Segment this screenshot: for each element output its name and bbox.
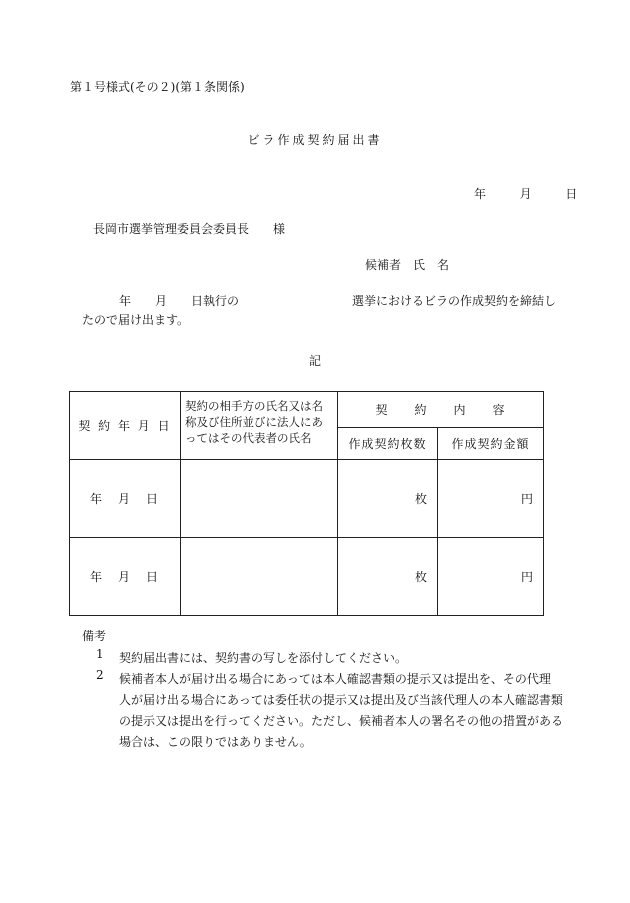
row-party <box>181 460 338 538</box>
row-date: 年 月 日 <box>70 538 181 616</box>
date-year-label: 年 <box>474 187 487 201</box>
row-amount-unit: 円 <box>438 460 544 538</box>
contract-table <box>69 391 544 616</box>
header-contract-party: 契約の相手方の氏名又は名称及び住所並びに法人にあってはその代表者の氏名 <box>181 392 338 460</box>
candidate-name-label: 候補者 氏 名 <box>365 258 450 272</box>
note-line: 契約届出書には、契約書の写しを添付してください。 <box>119 651 408 665</box>
row-count-unit: 枚 <box>338 460 438 538</box>
header-contract-count: 作成契約枚数 <box>338 428 438 460</box>
table-row <box>70 538 544 616</box>
document-title: ビラ作成契約届出書 <box>247 133 383 147</box>
note-number: 2 <box>96 668 104 682</box>
date-line <box>474 188 577 200</box>
note-line: 場合は、この限りではありません。 <box>119 735 312 749</box>
body-text-line1-left: 年 月 日執行の <box>119 294 240 308</box>
notes-title: 備考 <box>82 629 107 643</box>
header-contract-date: 契 約 年 月 日 <box>70 392 181 460</box>
header-contract-content: 契 約 内 容 <box>338 392 544 428</box>
date-day-label: 日 <box>565 187 578 201</box>
addressee: 長岡市選挙管理委員会委員長 様 <box>93 222 286 236</box>
ki-label: 記 <box>308 354 321 368</box>
header-contract-amount: 作成契約金額 <box>438 428 544 460</box>
note-line: 候補者本人が届け出る場合にあっては本人確認書類の提示又は提出を、その代理 <box>119 672 551 686</box>
row-party <box>181 538 338 616</box>
note-number: 1 <box>96 647 104 661</box>
date-month-label: 月 <box>519 187 532 201</box>
table-row <box>70 460 544 538</box>
form-number: 第１号様式(その２)(第１条関係) <box>70 80 245 94</box>
row-date: 年 月 日 <box>70 460 181 538</box>
row-amount-unit: 円 <box>438 538 544 616</box>
note-line: の提示又は提出を行ってください。ただし、候補者本人の署名その他の措置がある <box>119 714 564 728</box>
body-text-line1-right: 選挙におけるビラの作成契約を締結し <box>352 294 557 308</box>
body-text-line2: たので届け出ます。 <box>82 313 190 327</box>
row-count-unit: 枚 <box>338 538 438 616</box>
note-line: 人が届け出る場合にあっては委任状の提示又は提出及び当該代理人の本人確認書類 <box>119 693 563 707</box>
